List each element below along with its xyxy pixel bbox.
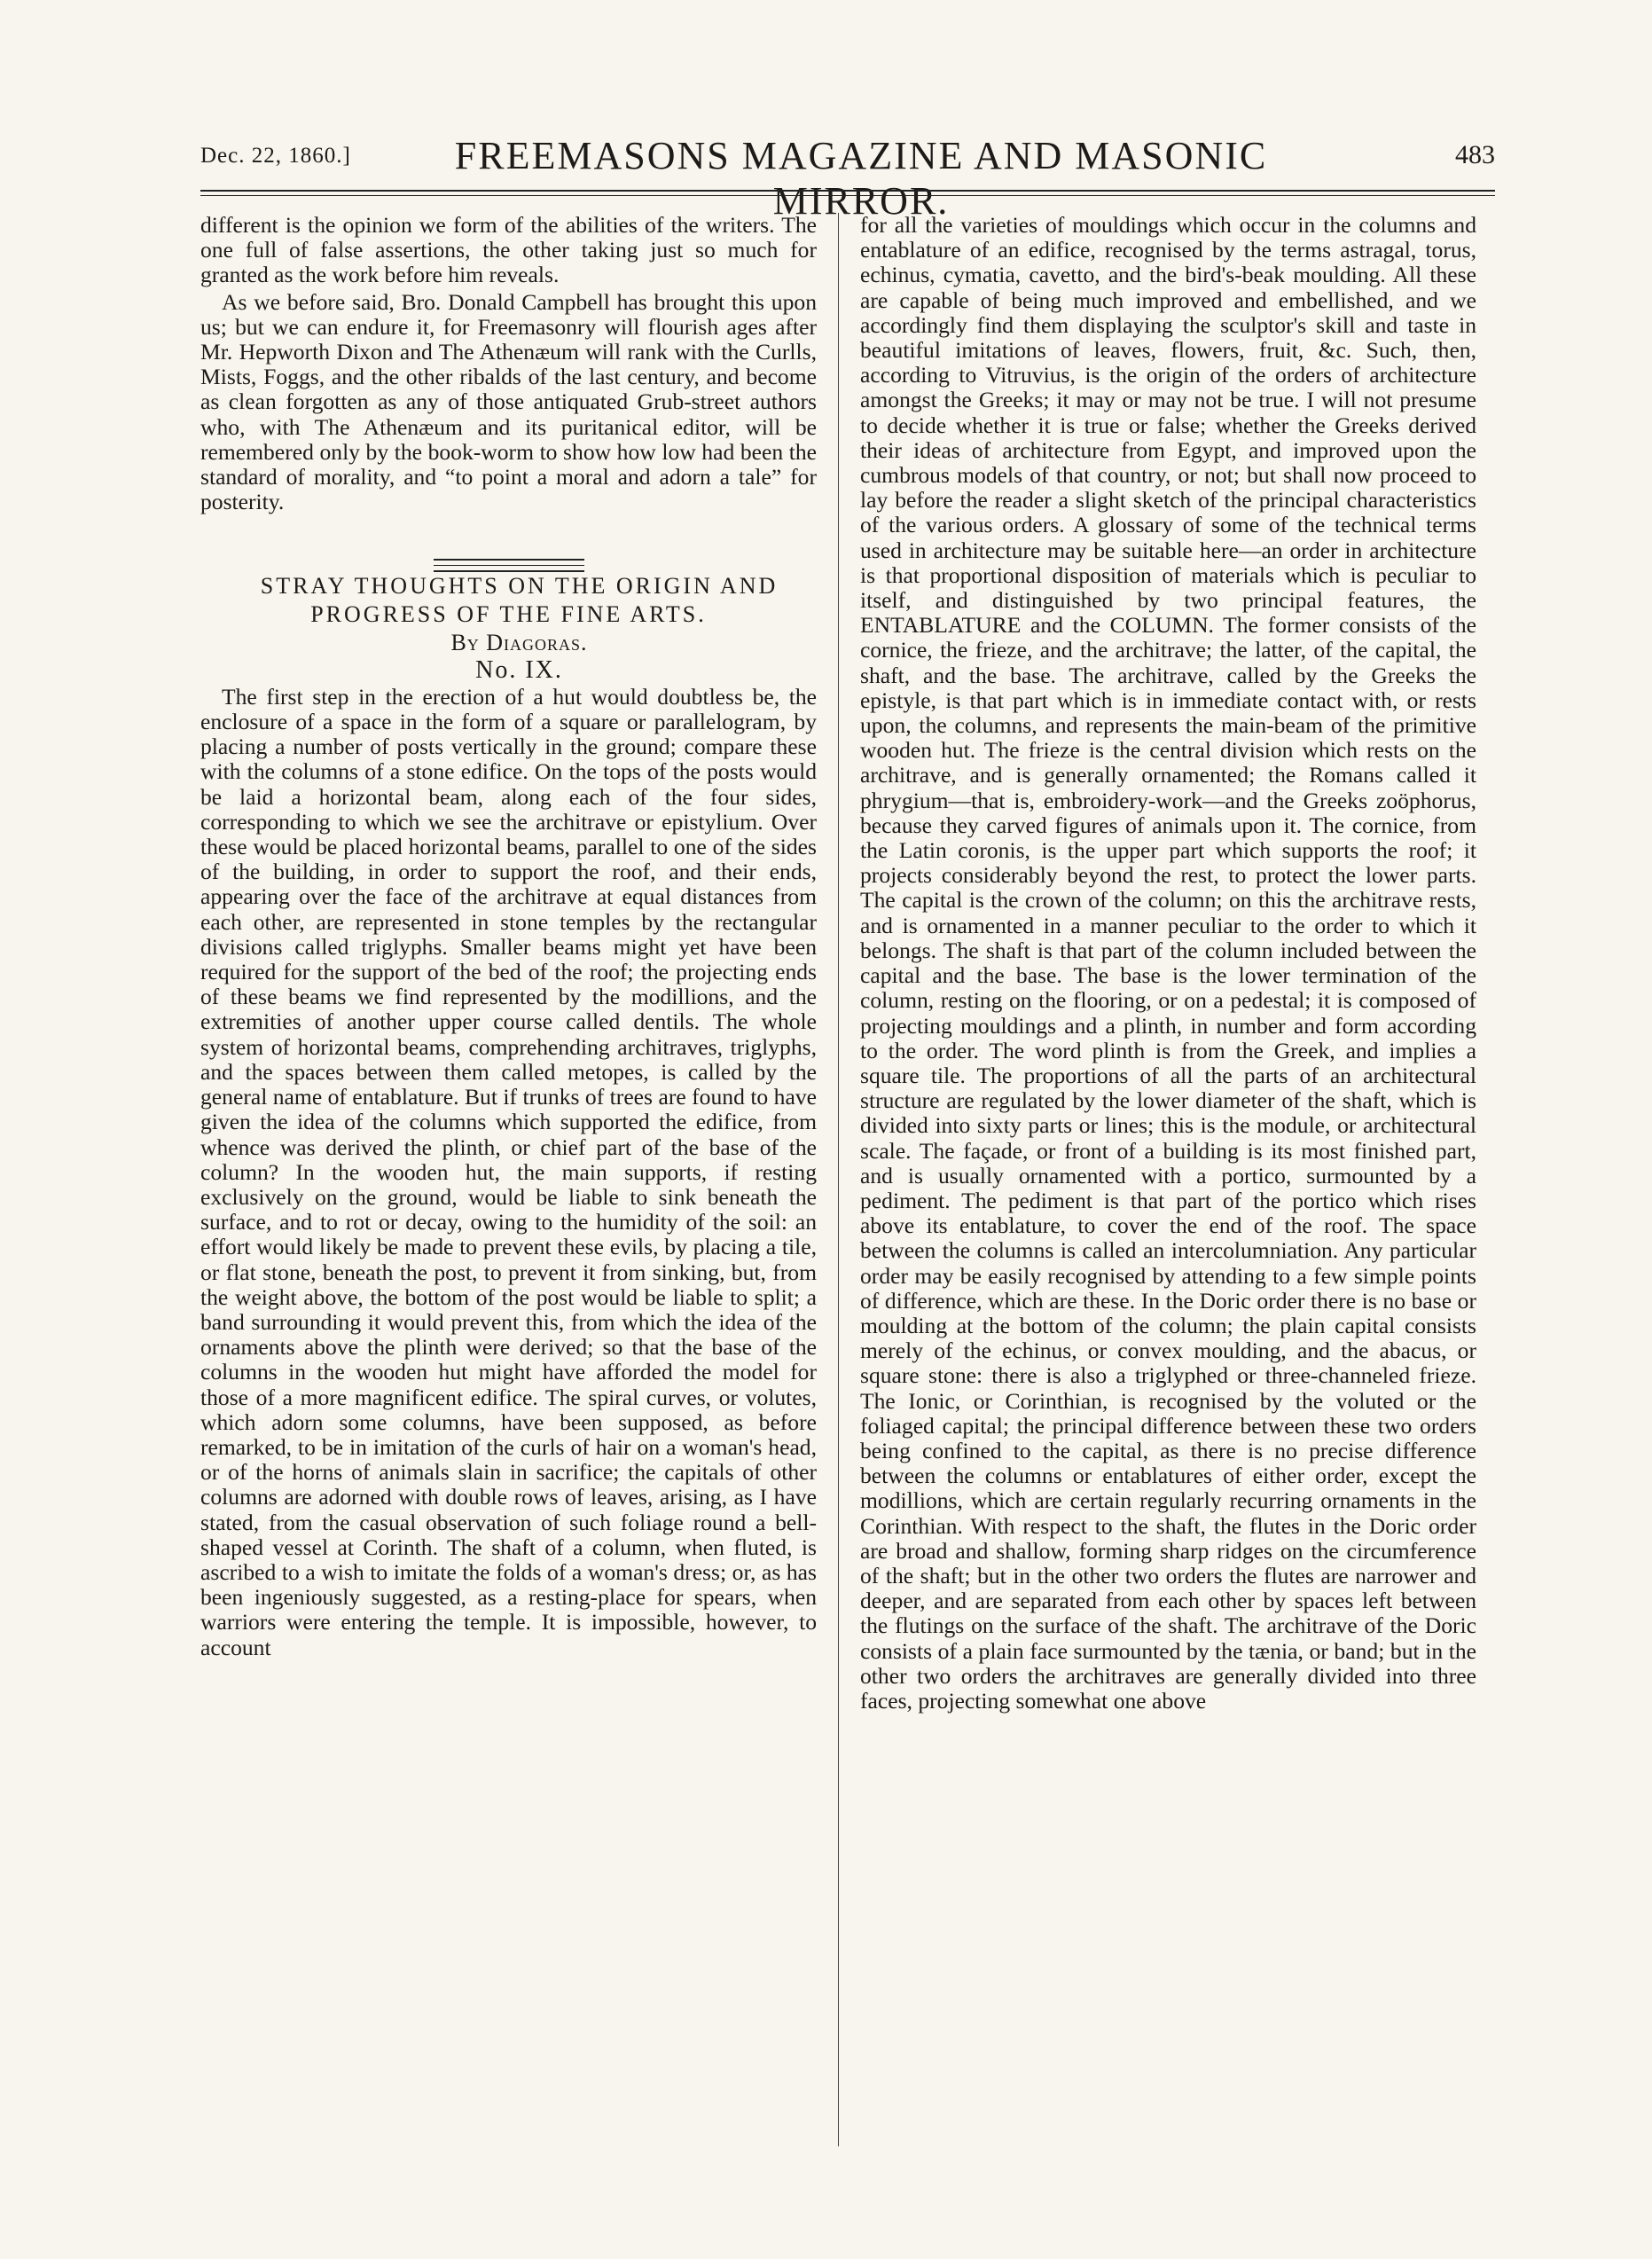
section-divider (434, 559, 584, 572)
column-divider (838, 213, 839, 2146)
article-title: STRAY THOUGHTS ON THE ORIGIN AND PROGRESS OF THE FINE ARTS. (260, 573, 779, 628)
article-paragraph: for all the varieties of mouldings which occur in the columns and entablature of an edifice, recognised by the terms astragal, torus, echinus, cymatia, cavetto, and the bird's-beak moulding. All these are capable of being much improved and embellished, and we accordingly find them displaying the sculptor's skill and taste in beautiful imitations of leaves, flowers, fruit, &c. Such, then, according to Vitruvius, is the origin of the orders of architecture amongst the Greeks; it may or may not be true. I will not presume to decide whether it is true or false; whether the Greeks derived their ideas of architecture from Egypt, and improved upon the cumbrous models of that country, or not; but shall now proceed to lay before the reader a slight sketch of the principal characteristics of the various orders. A glossary of some of the technical terms used in architecture may be suitable here—an order in architecture is that proportional disposition of materials which is peculiar to itself, and distinguished by two principal features, the ENTABLATURE and the COLUMN. The former consists of the cornice, the frieze, and the architrave; the latter, of the capital, the shaft, and the base. The architrave, called by the Greeks the epistyle, is that part which is in immediate contact with, or rests upon, the columns, and represents the main-beam of the primitive wooden hut. The frieze is the central division which rests on the architrave, and is generally ornamented; the Romans called it phrygium—that is, embroidery-work—and the Greeks zoöphorus, because they carved figures of animals upon it. The cornice, from the Latin coronis, is the upper part which supports the roof; it projects considerably beyond the rest, to protect the lower parts. The capital is the crown of the column; on this the architrave rests, and is ornamented in a manner peculiar to the order to which it belongs. The shaft is that part of the column included between the capital and the base. The base is the lower termination of the column, resting on the flooring, or on a pedestal; it is composed of projecting mouldings and a plinth, in number and form according to the order. The word plinth is from the Greek, and implies a square tile. The proportions of all the parts of an architectural structure are regulated by the lower diameter of the shaft, which is divided into sixty parts or lines; this is the module, or architectural scale. The façade, or front of a building is its most finished part, and is usually ornamented with a portico, surmounted by a pediment. The pediment is that part of the portico which rises above its entablature, to cover the end of the roof. The space between the columns is called an intercolumniation. Any particular order may be easily recognised by attending to a few simple points of difference, which are these. In the Doric order there is no base or moulding at the bottom of the column; the plain capital consists merely of the echinus, or convex moulding, and the abacus, or square stone: there is also a triglyphed or three-channeled frieze. The Ionic, or Corinthian, is recognised by the voluted or the foliaged capital; the principal difference between these two orders being confined to the capital, as there is no precise difference between the columns or entablatures of either order, except the modillions, which are certain regularly recurring ornaments in the Corinthian. With respect to the shaft, the flutes in the Doric order are broad and shallow, forming sharp ridges on the circumference of the shaft; but in the other two orders the flutes are narrower and deeper, and are separated from each other by spaces left between the flutings on the surface of the shaft. The architrave of the Doric consists of a plain face surmounted by the tænia, or band; but in the other two orders the architraves are generally divided into three faces, projecting somewhat one above (860, 213, 1476, 1714)
article-byline: By Diagoras. (450, 630, 588, 656)
page-number: 483 (1455, 140, 1495, 169)
header-rule-thick (200, 190, 1495, 192)
header-rule-thin (200, 195, 1495, 196)
left-column (200, 213, 817, 2173)
right-column (860, 213, 1476, 2173)
continuation-paragraph: As we before said, Bro. Donald Campbell has brought this upon us; but we can endure it, for Freemasonry will flourish ages after Mr. Hepworth Dixon and The Athenæum will rank with the Curlls, Mists, Foggs, and the other ribalds of the last century, and become as clean forgotten as any of those antiquated Grub-street authors who, with The Athenæum and its puritanical editor, will be remembered only by the book-worm to show how low had been the standard of morality, and “to point a moral and adorn a tale” for posterity. (200, 288, 817, 515)
article-paragraph: The first step in the erection of a hut would doubtless be, the enclosure of a space in the form of a square or parallelogram, by placing a number of posts vertically in the ground; compare these with the columns of a stone edifice. On the tops of the posts would be laid a horizontal beam, along each of the four sides, corresponding to which we see the architrave or epistylium. Over these would be placed horizontal beams, parallel to one of the sides of the building, in order to support the roof, and their ends, appearing over the face of the architrave at equal distances from each other, are represented in stone temples by the rectangular divisions called triglyphs. Smaller beams might yet have been required for the support of the bed of the roof; the projecting ends of these beams we find represented by the modillions, and the extremities of another upper course called dentils. The whole system of horizontal beams, comprehending architraves, triglyphs, and the spaces between them called metopes, is called by the general name of entablature. But if trunks of trees are found to have given the idea of the columns which supported the edifice, from whence was derived the plinth, or chief part of the base of the column? In the wooden hut, the main supports, if resting exclusively on the ground, would be liable to sink beneath the surface, and to rot or decay, owing to the humidity of the soil: an effort would likely be made to prevent these evils, by placing a tile, or flat stone, beneath the post, to prevent it from sinking, but, from the weight above, the bottom of the post would be liable to split; a band surrounding it would prevent this, from which the idea of the ornaments above the plinth were derived; so that the base of the columns in the wooden hut might have afforded the model for those of a more magnificent edifice. The spiral curves, or volutes, which adorn some columns, have been supposed, as before remarked, to be in imitation of the curls of hair on a woman's head, or of the horns of animals slain in sacrifice; the capitals of other columns are adorned with double rows of leaves, arising, as I have stated, from the casual observation of such foliage round a bell-shaped vessel at Corinth. The shaft of a column, when fluted, is ascribed to a wish to imitate the folds of a woman's dress; or, as has been ingeniously suggested, as a resting-place for spears, when warriors were entering the temple. It is impossible, however, to account (200, 683, 817, 1660)
continuation-paragraph: different is the opinion we form of the abilities of the writers. The one full of false assertions, the other taking just so much for granted as the work before him reveals. (200, 213, 817, 288)
issue-date: Dec. 22, 1860.] (200, 144, 351, 168)
running-header (200, 133, 1495, 223)
publication-title: FREEMASONS MAGAZINE AND MASONIC MIRROR. (454, 134, 1268, 223)
article-number: No. IX. (475, 655, 563, 684)
